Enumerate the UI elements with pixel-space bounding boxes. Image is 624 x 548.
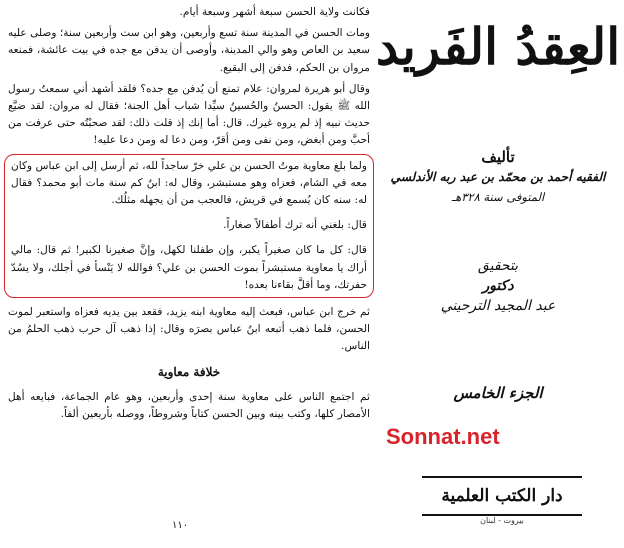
author-label: تأليف <box>481 148 515 166</box>
highlight-box <box>4 154 374 298</box>
page-number: ١١٠ <box>172 520 189 531</box>
editor-name: عبد المجيد الترحيني <box>440 298 556 314</box>
box-paragraph-3: قال: كل ما كان صغيراً يكبر، وإن طفلنا لكهل، وإنَّ صغيرنا لكبير! ثم قال: مالي أراك يا معاوية مستبشراً بموت الحسن بن علي؟ فوالله لا يَنْسأ في أجلك، ولا يسُدّ حفرتك، وما أقلَّ بقاءنا بعده! <box>11 244 367 291</box>
editor-title: دكتور <box>482 278 514 294</box>
publisher-location: بيروت - لبنان <box>480 516 524 525</box>
paragraph-abu-huraira: وقال أبو هريرة لمروان: علام تمنع أن يُدفن مع جده؟ فلقد أشهد أني سمعتُ رسول الله ﷺ يقول: الحسنُ والحُسينُ سيِّدا شباب أهل الجنة؛ فقال له مروان: لقد ضيَّع حديث نبيه إذ لم يروه غيرك. قال: أما إنك إذ قلت ذلك: لقد صحبْتُه حتى عرفت من أحبَّ ومن أبغض، ومن نفى ومن أقرّ، ومن دعا له ومن دعا عليه! <box>8 82 370 147</box>
publisher-logo: دار الكتب العلمية <box>422 476 582 516</box>
paragraph-death: ومات الحسن في المدينة سنة تسع وأربعين، وهو ابن ست وأربعين سنة؛ وصلى عليه سعيد بن العاص وهو والي المدينة، وأوصى أن يدفن مع جده في بيت عائشة، فمنعه مروان بن الحكم، فدفن إلى البقيع. <box>8 27 370 74</box>
section-heading: خلافة معاوية <box>157 364 221 379</box>
paragraph-final: ثم اجتمع الناس على معاوية سنة إحدى وأربعين، وهو عام الجماعة، فبايعه أهل الأمصار كلها، وكتب بينه وبين الحسن كتاباً وشروطاً، ووصله بأربعين ألفاً. <box>8 390 370 421</box>
left-page-text <box>8 4 370 423</box>
death-year: المتوفى سنة ٣٢٨هـ <box>451 190 545 204</box>
book-title: العِقدُ الفَريد <box>375 17 621 76</box>
paragraph-after-box: ثم خرج ابن عباس، فبعث إليه معاوية ابنه يزيد، فقعد بين يديه فعزاه واستعبر لموت الحسن، فلما ذهب أتبعه ابنُ عباس بصرَه وقال: إذا ذهب آل حرب ذهب الحلمُ من الناس. <box>8 306 370 353</box>
box-paragraph-1: ولما بلغ معاوية موتُ الحسن بن علي خرّ ساجداً لله، ثم أرسل إلى ابن عباس وكان معه في الشام، فعزاه وهو مستبشر، وقال له: ابنُ كم سنة مات أبو محمد؟ فقال له: سنه كان يُسمع في قريش، فالعجب من أن يجهله مثلُك. <box>11 159 367 207</box>
intro-line: فكانت ولاية الحسن سبعة أشهر وسبعة أيام. <box>179 6 370 18</box>
author-name: الفقيه أحمد بن محمّد بن عبد ربه الأندلسي <box>390 170 606 184</box>
box-paragraph-2: قال: بلغني أنه ترك أطفالاً صغاراً. <box>223 219 367 232</box>
editor-label: بتحقيق <box>477 258 519 274</box>
volume-label: الجزء الخامس <box>453 384 543 402</box>
title-page <box>372 0 624 548</box>
watermark: Sonnat.net <box>386 424 500 449</box>
